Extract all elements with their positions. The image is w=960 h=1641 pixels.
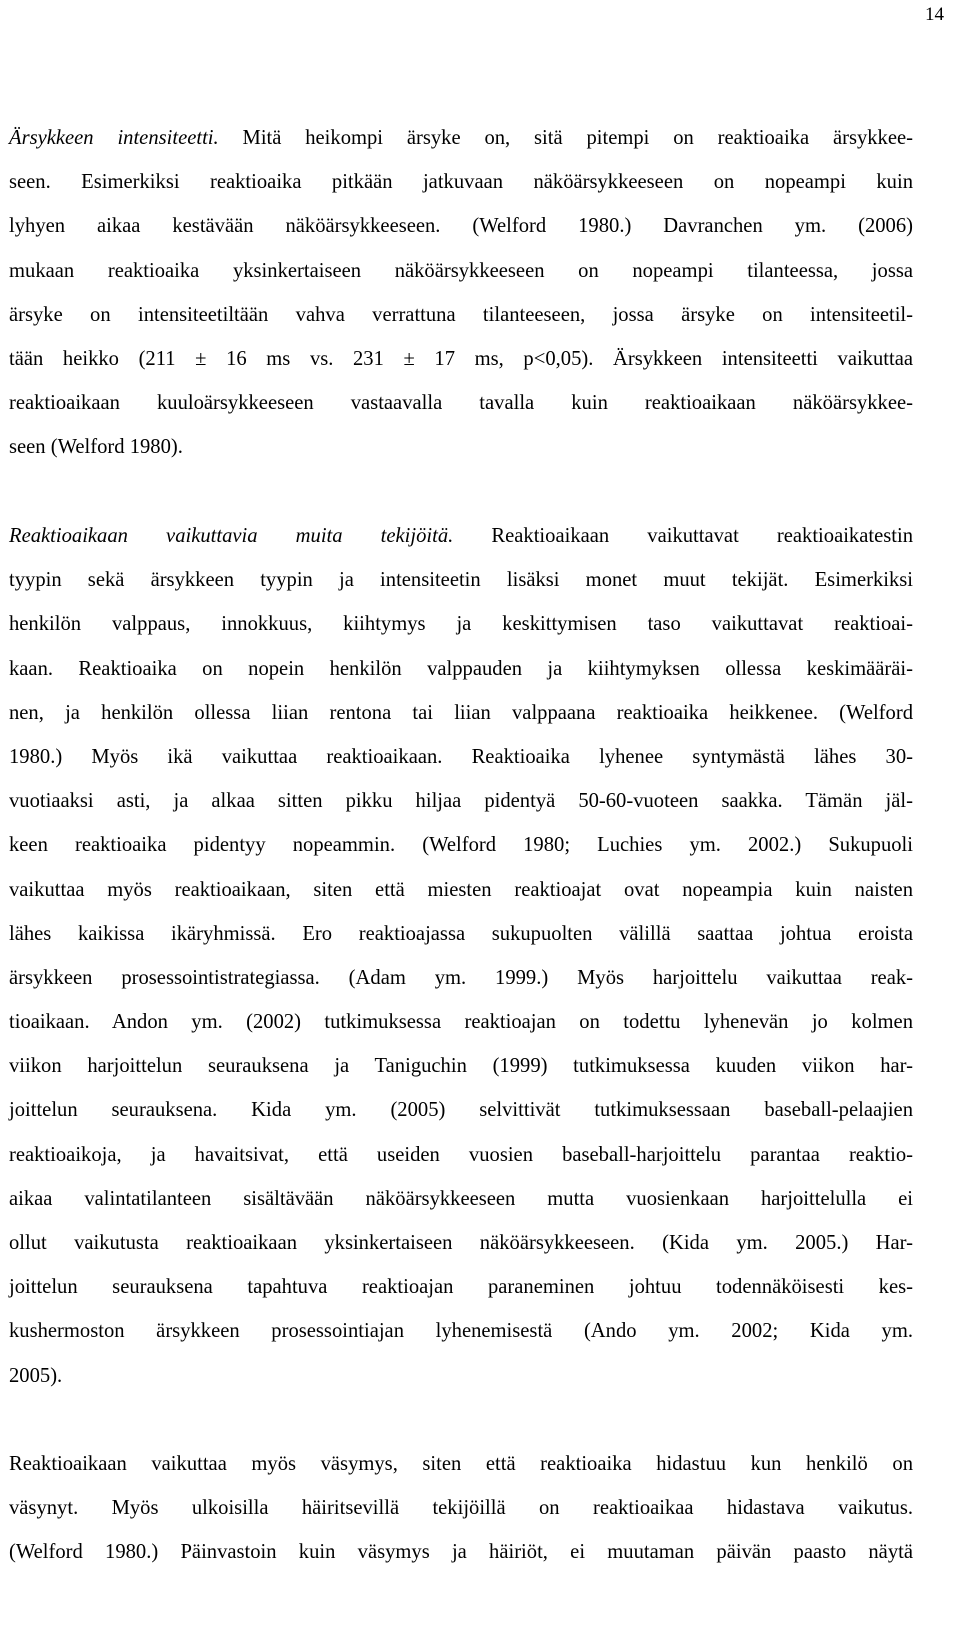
text-line: (Welford 1980.) Päinvastoin kuin väsymys ja häiriöt, ei muutaman päivän paasto näytä [9,1541,913,1564]
text-line: kushermoston ärsykkeen prosessointiajan lyhenemisestä (Ando ym. 2002; Kida ym. [9,1320,913,1343]
text-line: tioaikaan. Andon ym. (2002) tutkimuksessa reaktioajan on todettu lyhenevän jo kolmen [9,1011,913,1034]
text-line: kaan. Reaktioaika on nopein henkilön valppauden ja kiihtymyksen ollessa keskimääräi- [9,657,913,680]
paragraph-stimulus-intensity [9,124,913,478]
text-line: ärsyke on intensiteetiltään vahva verrattuna tilanteeseen, jossa ärsyke on intensiteetil- [9,303,913,326]
text-line: Reaktioaikaan vaikuttavia muita tekijöitä. Reaktioaikaan vaikuttavat reaktioaikatestin [9,525,913,547]
text-line: tään heikko (211 ± 16 ms vs. 231 ± 17 ms, p<0,05). Ärsykkeen intensiteetti vaikuttaa [9,347,913,370]
paragraph-fatigue [9,1450,913,1583]
section-heading: Ärsykkeen intensiteetti. [9,127,219,149]
text-line: vuotiaaksi asti, ja alkaa sitten pikku hiljaa pidentyä 50-60-vuoteen saakka. Tämän jäl- [9,790,913,813]
paragraph-other-factors [9,522,913,1406]
text-line: 1980.) Myös ikä vaikuttaa reaktioaikaan. Reaktioaika lyhenee syntymästä lähes 30- [9,745,913,768]
text-line: nen, ja henkilön ollessa liian rentona tai liian valppaana reaktioaika heikkenee. (Welford [9,701,913,724]
text-line: mukaan reaktioaika yksinkertaiseen näköärsykkeeseen on nopeampi tilanteessa, jossa [9,259,913,282]
text-line: väsynyt. Myös ulkoisilla häiritsevillä tekijöillä on reaktioaikaa hidastava vaikutus. [9,1497,913,1520]
text-line: henkilön valppaus, innokkuus, kiihtymys ja keskittymisen taso vaikuttavat reaktioai- [9,613,913,636]
text-line: vaikuttaa myös reaktioaikaan, siten että miesten reaktioajat ovat nopeampia kuin naisten [9,878,913,901]
text-line: viikon harjoittelun seurauksena ja Taniguchin (1999) tutkimuksessa kuuden viikon har- [9,1055,913,1078]
text-line: 2005). [9,1364,63,1387]
text-line: Reaktioaikaan vaikuttaa myös väsymys, siten että reaktioaika hidastuu kun henkilö on [9,1453,913,1475]
text-line: seen. Esimerkiksi reaktioaika pitkään jatkuvaan näköärsykkeeseen on nopeampi kuin [9,171,913,194]
text-line: reaktioaikoja, ja havaitsivat, että useiden vuosien baseball-harjoittelu parantaa reaktio- [9,1143,913,1166]
text-line: joittelun seurauksena tapahtuva reaktioajan paraneminen johtuu todennäköisesti kes- [9,1276,913,1299]
text-line: ärsykkeen prosessointistrategiassa. (Adam ym. 1999.) Myös harjoittelu vaikuttaa reak- [9,966,913,989]
text-line: seen (Welford 1980). [9,436,183,459]
text-line: aikaa valintatilanteen sisältävään näköärsykkeeseen mutta vuosienkaan harjoittelulla ei [9,1187,913,1210]
text-line: reaktioaikaan kuuloärsykkeeseen vastaavalla tavalla kuin reaktioaikaan näköärsykkee- [9,392,913,415]
text-line: joittelun seurauksena. Kida ym. (2005) selvittivät tutkimuksessaan baseball-pelaajien [9,1099,913,1122]
text-line: keen reaktioaika pidentyy nopeammin. (Welford 1980; Luchies ym. 2002.) Sukupuoli [9,834,913,857]
text-line: ollut vaikutusta reaktioaikaan yksinkertaiseen näköärsykkeeseen. (Kida ym. 2005.) Har- [9,1232,913,1254]
section-heading: Reaktioaikaan vaikuttavia muita tekijöitä. [9,525,454,547]
text-line: lyhyen aikaa kestävään näköärsykkeeseen. (Welford 1980.) Davranchen ym. (2006) [9,215,913,238]
text-line: tyypin sekä ärsykkeen tyypin ja intensiteetin lisäksi monet muut tekijät. Esimerkiksi [9,569,913,592]
page-number: 14 [925,4,944,25]
text-line: lähes kaikissa ikäryhmissä. Ero reaktioajassa sukupuolten välillä saattaa johtua eroista [9,922,913,945]
text-line: Ärsykkeen intensiteetti. Mitä heikompi ärsyke on, sitä pitempi on reaktioaika ärsykkee- [9,127,913,149]
